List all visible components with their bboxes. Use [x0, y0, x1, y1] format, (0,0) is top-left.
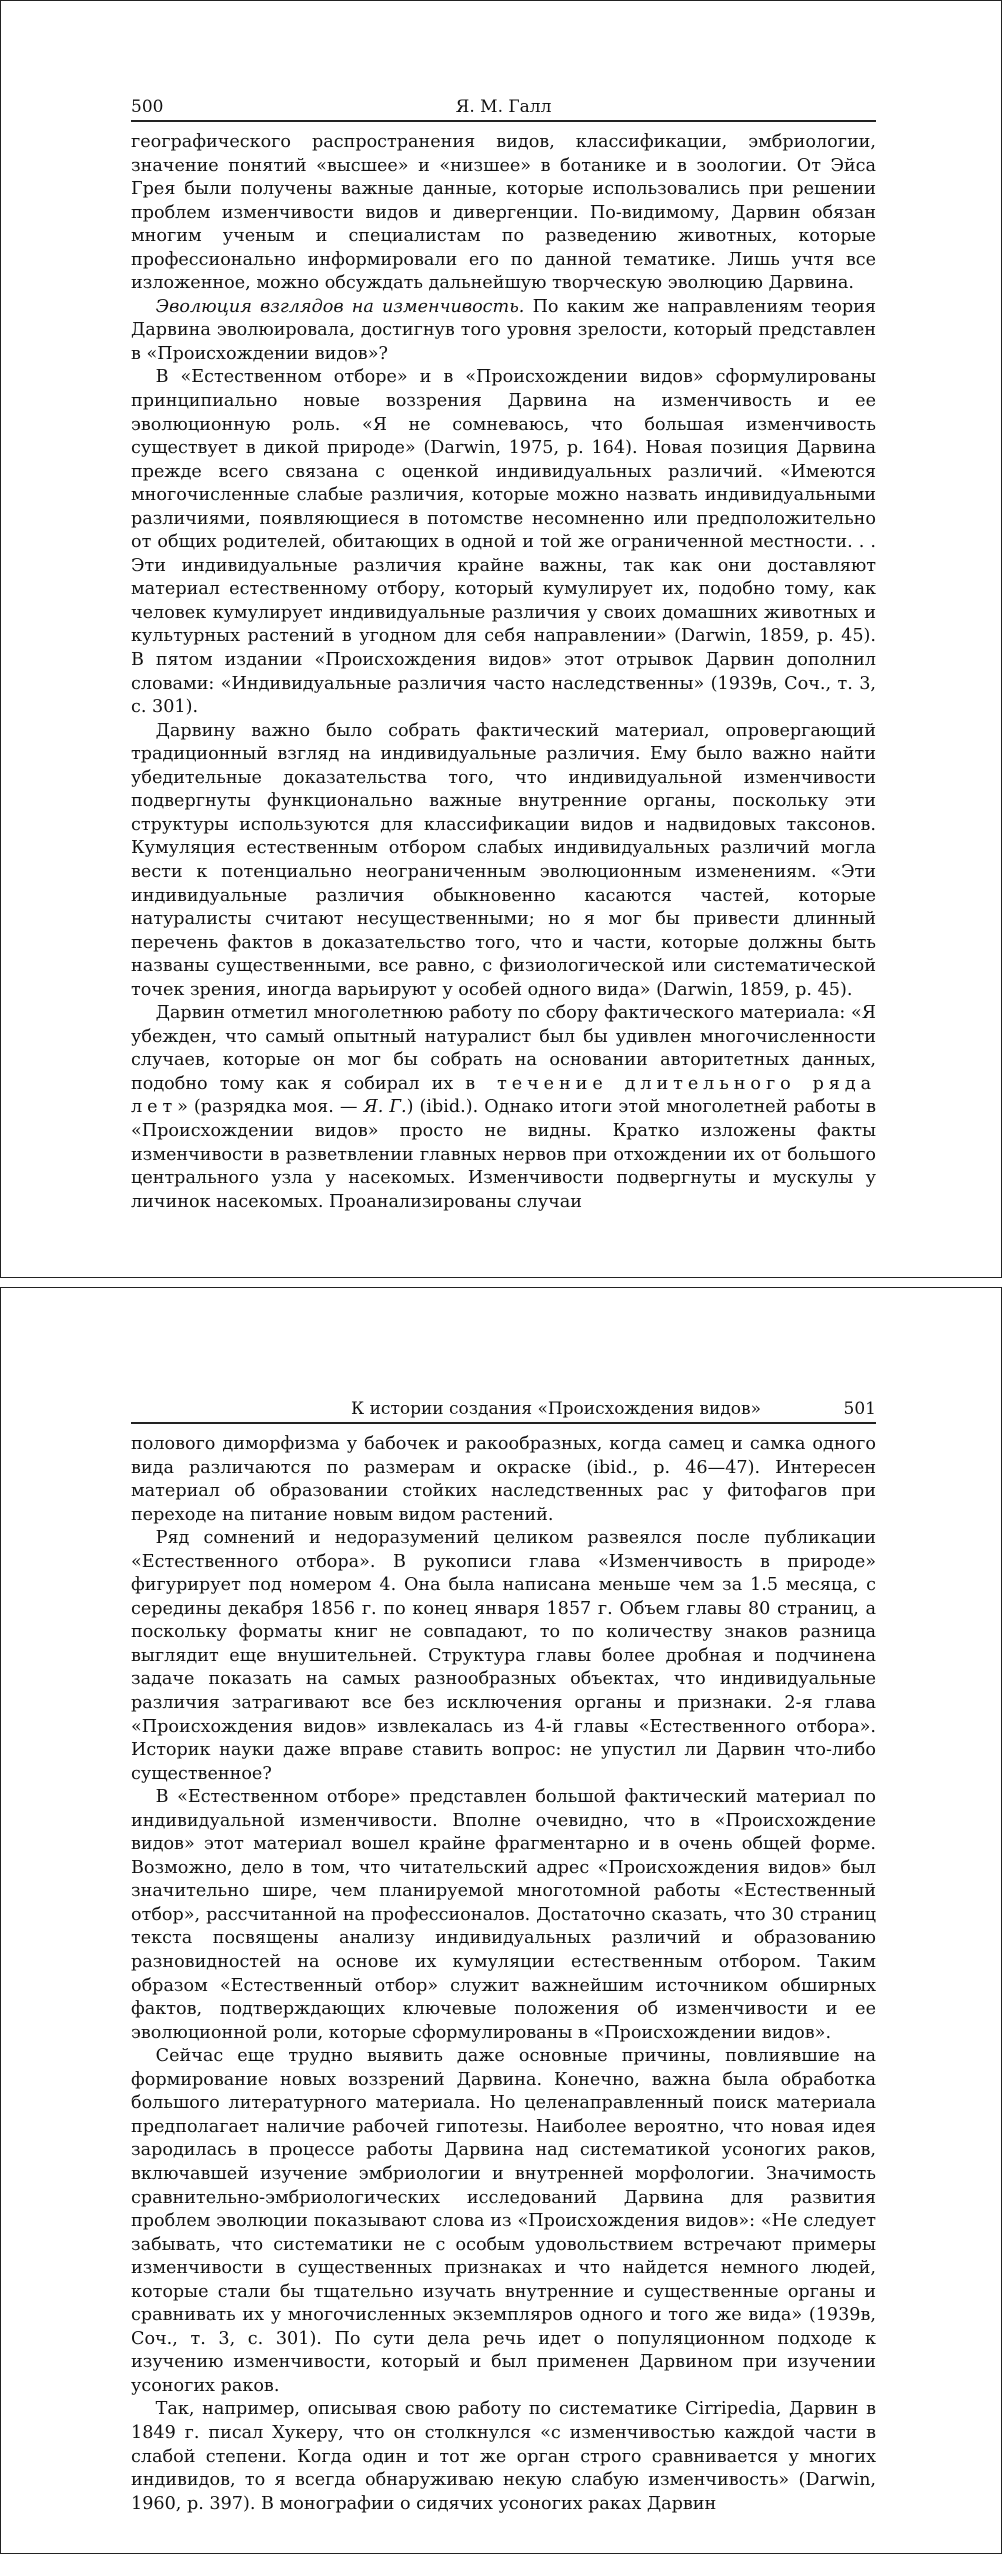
- paragraph-text: » (разрядка моя. —: [177, 1097, 364, 1118]
- running-title: Я. М. Галл: [455, 97, 552, 117]
- paragraph-text: Дарвин отметил многолетнюю работу по сбору фактического материала: «Я убежден, что самый опытный натуралист был бы удивлен многочисленности случаев, которые он мог бы собрать на основании авторитетных данных, подобно тому как я собирал их: [131, 1003, 876, 1094]
- paragraph: [131, 1002, 876, 1214]
- section-heading: Эволюция взглядов на изменчивость.: [155, 296, 525, 317]
- paragraph: Так, например, описывая свою работу по систематике Cirripedia, Дарвин в 1849 г. писал Хукеру, что он столкнулся «с изменчивостью каждой части в слабой степени. Когда один и тот же орган строго сравнивается у многих индивидов, то я всегда обнаруживаю некую слабую изменчивость» (Darwin, 1960, p. 397). В монографии о сидячих усоногих раках Дарвин: [131, 2399, 876, 2514]
- page-number: 500: [131, 97, 164, 117]
- paragraph: Сейчас еще трудно выявить даже основные причины, повлиявшие на формирование новых воззрений Дарвина. Конечно, важна была обработка большого литературного материала. Но целенаправленный поиск материала предполагает наличие рабочей гипотезы. Наиболее вероятно, что новая идея зародилась в процессе работы Дарвина над систематикой усоногих раков, включавшей изучение эмбриологии и внутренней морфологии. Значимость сравнительно-эмбриологических исследований Дарвина для развития проблем эволюции показывают слова из «Происхождения видов»: «Не следует забывать, что систематики не с особым удовольствием встречают примеры изменчивости в существенных признаках и что найдется немного людей, которые стали бы тщательно изучать внутренние и существенные органы и сравнивать их у многочисленных экземпляров одного и того же вида» (1939в, Соч., т. 3, с. 301). По сути дела речь идет о популяционном подходе к изучению изменчивости, который и был применен Дарвином при изучении усоногих раков.: [131, 2046, 876, 2396]
- paragraph: полового диморфизма у бабочек и ракообразных, когда самец и самка одного вида различаются по размерам и окраске (ibid., p. 46—47). Интересен материал об образовании стойких наследственных рас у фитофагов при переходе на питание новым видом растений.: [131, 1434, 876, 1525]
- page-number: 501: [843, 1399, 876, 1419]
- author-initials: Я. Г.: [363, 1097, 407, 1118]
- paragraph-text: ) (ibid.). Однако итоги этой многолетней работы в «Происхождении видов» просто не видны. Кратко изложены факты изменчивости в разветвлении главных нервов при отхождении их от большого центрального узла у насекомых. Изменчивости подвергнуты и мускулы у личинок насекомых. Проанализированы случаи: [131, 1097, 876, 1212]
- paragraph: Ряд сомнений и недоразумений целиком развеялся после публикации «Естественного отбора». В рукописи глава «Изменчивость в природе» фигурирует под номером 4. Она была написана меньше чем за 1.5 месяца, с середины декабря 1856 г. по конец января 1857 г. Объем главы 80 страниц, а поскольку форматы книг не совпадают, то по количеству знаков разница выглядит еще внушительней. Структура главы более дробная и подчинена задаче показать на самых разнообразных объектах, что индивидуальные различия затрагивают все без исключения органы и признаки. 2-я глава «Происхождения видов» извлекалась из 4-й главы «Естественного отбора». Историк науки даже вправе ставить вопрос: не упустил ли Дарвин что-либо существенное?: [131, 1528, 876, 1784]
- spaced-emphasis: в течение длительного ряда лет: [131, 1073, 877, 1118]
- running-title: К истории создания «Происхождения видов»: [351, 1399, 761, 1419]
- paragraph: географического распространения видов, классификации, эмбриологии, значение понятий «высшее» и «низшее» в ботанике и в зоологии. От Эйса Грея были получены важные данные, которые использовались при решении проблем изменчивости видов и дивергенции. По-видимому, Дарвин обязан многим ученым и специалистам по разведению животных, которые профессионально информировали его по данной тематике. Лишь учтя все изложенное, можно обсуждать дальнейшую творческую эволюцию Дарвина.: [131, 132, 876, 294]
- paragraph-text: По каким же направлениям теория Дарвина эволюировала, достигнув того уровня зрелости, который представлен в «Происхождении видов»?: [131, 296, 876, 364]
- paragraph: В «Естественном отборе» и в «Происхождении видов» сформулированы принципиально новые воззрения Дарвина на изменчивость и ее эволюционную роль. «Я не сомневаюсь, что большая изменчивость существует в дикой природе» (Darwin, 1975, p. 164). Новая позиция Дарвина прежде всего связана с оценкой индивидуальных различий. «Имеются многочисленные слабые различия, которые можно назвать индивидуальными различиями, появляющиеся в потомстве несомненно или предположительно от общих родителей, обитающих в одной и той же ограниченной местности. . . Эти индивидуальные различия крайне важны, так как они доставляют материал естественному отбору, который кумулирует их, подобно тому, как человек кумулирует индивидуальные различия у своих домашних животных и культурных растений в угодном для себя направлении» (Darwin, 1859, p. 45). В пятом издании «Происхождения видов» этот отрывок Дарвин дополнил словами: «Индивидуальные различия часто наследственны» (1939в, Соч., т. 3, с. 301).: [131, 367, 876, 718]
- paragraph: Дарвину важно было собрать фактический материал, опровергающий традиционный взгляд на индивидуальные различия. Ему было важно найти убедительные доказательства того, что индивидуальной изменчивости подвергнуты функционально важные внутренние органы, поскольку эти структуры используются для классификации видов и надвидовых таксонов. Кумуляция естественным отбором слабых индивидуальных различий могла вести к потенциально неограниченным эволюционным изменениям. «Эти индивидуальные различия обыкновенно касаются частей, которые натуралисты считают несущественными; но я мог бы привести длинный перечень фактов в доказательство того, что и части, которые должны быть названы существенными, все равно, с физиологической или систематической точек зрения, иногда варьируют у особей одного вида» (Darwin, 1859, p. 45).: [131, 720, 876, 1000]
- running-header: [131, 1396, 876, 1424]
- running-header: [131, 94, 876, 122]
- page-501: [0, 1287, 1002, 2554]
- paragraph: [131, 296, 876, 367]
- text-body: [131, 1433, 876, 2516]
- text-body: [131, 131, 876, 1214]
- paragraph: В «Естественном отборе» представлен большой фактический материал по индивидуальной изменчивости. Вполне очевидно, что в «Происхождение видов» этот материал вошел крайне фрагментарно и в очень общей форме. Возможно, дело в том, что читательский адрес «Происхождения видов» был значительно шире, чем планируемой многотомной работы «Естественный отбор», рассчитанной на профессионалов. Достаточно сказать, что 30 страниц текста посвящены анализу индивидуальных различий и образованию разновидностей на основе их кумуляции естественным отбором. Таким образом «Естественный отбор» служит важнейшим источником обширных фактов, подтверждающих ключевые положения об изменчивости и ее эволюционной роли, которые сформулированы в «Происхождении видов».: [131, 1787, 876, 2043]
